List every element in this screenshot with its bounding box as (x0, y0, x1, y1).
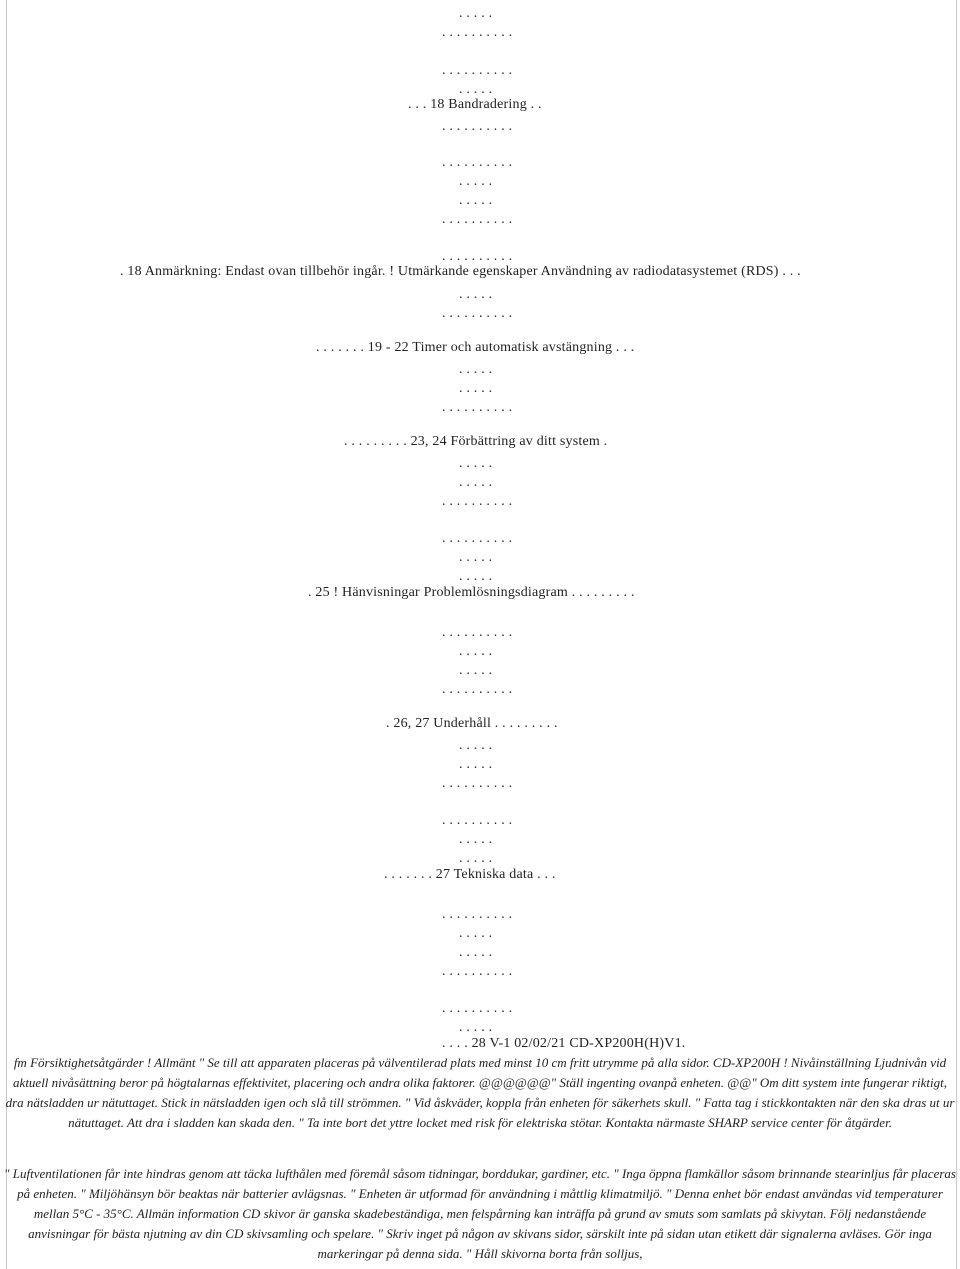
toc-line: . . . . . . . . . . (442, 400, 513, 415)
toc-line: . . . . . . . . . . (442, 907, 513, 922)
toc-line: . . . . . (459, 851, 493, 866)
toc-line: . . . . . . . . . . (442, 682, 513, 697)
toc-line: . . . . . . . . . . (442, 494, 513, 509)
toc-line: . . . . . (459, 738, 493, 753)
toc-line: . 25 ! Hänvisningar Problemlösningsdiagram . . . . . . . . . (308, 585, 635, 600)
toc-line: . . . . . (459, 1020, 493, 1035)
toc-line: . . . . . . . 27 Tekniska data . . . (384, 867, 556, 882)
toc-line: . . . . . . . . . . (442, 1001, 513, 1016)
toc-line: . . . . . (459, 569, 493, 584)
toc-line: . . . . . (459, 644, 493, 659)
toc-line: . . . . . (459, 663, 493, 678)
toc-line: . . . . . . . . . . (442, 119, 513, 134)
toc-line: . . . . . (459, 832, 493, 847)
toc-line: . . . 18 Bandradering . . (408, 97, 542, 112)
toc-line: . . . . . . . 19 - 22 Timer och automatisk avstängning . . . (316, 340, 635, 355)
toc-line: . . . . . (459, 945, 493, 960)
toc-line: . 26, 27 Underhåll . . . . . . . . . (386, 716, 558, 731)
toc-line: . . . . . . . . . . (442, 249, 513, 264)
toc-line: . . . . . (459, 926, 493, 941)
toc-line: . . . . . . . . . . (442, 212, 513, 227)
toc-line: . . . . . . . . . . (442, 776, 513, 791)
toc-line: . . . . . (459, 82, 493, 97)
toc-line: . . . . . (459, 6, 493, 21)
toc-line: . . . . . (459, 193, 493, 208)
toc-line: . . . . . (459, 381, 493, 396)
toc-line: . . . . . (459, 456, 493, 471)
toc-line: . . . . . . . . . . (442, 155, 513, 170)
ventilation-paragraph: " Luftventilationen får inte hindras genom att täcka lufthålen med föremål såsom tidningar, borddukar, gardiner, etc. " Inga öppna flamkällor såsom brinnande stearinljus får placeras på enheten. " Miljöhänsyn bör beaktas när batterier avlägsnas. " Enheten är utformad för användning i måttlig klimatmiljö. " Denna enhet bör endast användas vid temperaturer mellan 5°C - 35°C. Allmän information CD skivor är ganska skadebeständiga, men felspårning kan inträffa på grund av smuts som samlats på skivytan. Följ nedanstående anvisningar för bästa njutning av din CD skivsamling och spelare. " Skriv inget på någon av skivans sidor, särskilt inte på sidan utan etikett där signalerna avläses. Gör inga markeringar på denna sida. " Håll skivorna borta från solljus, (4, 1166, 956, 1261)
toc-line: . . . . . (459, 287, 493, 302)
toc-line: . . . . . (459, 174, 493, 189)
toc-line: . . . . . (459, 362, 493, 377)
toc-line: . . . . . (459, 475, 493, 490)
toc-line: . . . . . . . . . . (442, 964, 513, 979)
toc-line: . . . . . . . . . . (442, 813, 513, 828)
toc-line: . . . . . . . . . . (442, 531, 513, 546)
toc-line: . . . . . . . . . 23, 24 Förbättring av ditt system . (344, 434, 608, 449)
toc-line: . . . . 28 V-1 02/02/21 CD-XP200H(H)V1. (442, 1036, 686, 1051)
toc-line: . . . . . . . . . . (442, 306, 513, 321)
safety-paragraph: fm Försiktighetsåtgärder ! Allmänt " Se till att apparaten placeras på välventilerad plats med minst 10 cm fritt utrymme på alla sidor. CD-XP200H ! Nivåinställning Ljudnivån vid aktuell nivåsättning beror på högtalarnas effektivitet, placering och andra olika faktorer. @@@@@@" Ställ ingenting ovanpå enheten. @@" Om ditt system inte fungerar riktigt, dra nätsladden ur nätuttaget. Stick in nätsladden igen och slå till strömmen. " Vid åskväder, koppla från enheten för säkerhets skull. " Fatta tag i stickkontakten när den ska dras ut ur nätuttaget. Att dra i sladden kan skada den. " Ta inte bort det yttre locket med risk för elektriska stötar. Kontakta närmaste SHARP service center för åtgärder. (5, 1055, 955, 1130)
toc-line: . . . . . . . . . . (442, 625, 513, 640)
page-edge-right (956, 0, 957, 1269)
toc-line: . 18 Anmärkning: Endast ovan tillbehör ingår. ! Utmärkande egenskaper Användning av radiodatasystemet (RDS) . . . (120, 264, 801, 279)
toc-line: . . . . . (459, 757, 493, 772)
toc-line: . . . . . (459, 550, 493, 565)
toc-line: . . . . . . . . . . (442, 25, 513, 40)
toc-line: . . . . . . . . . . (442, 63, 513, 78)
